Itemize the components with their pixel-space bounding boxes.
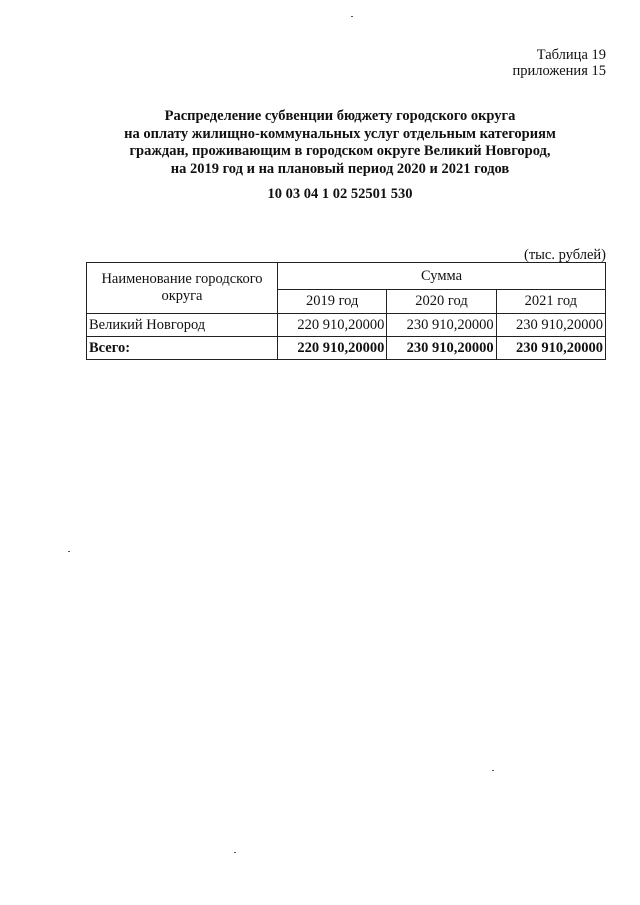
title-line-1: Распределение субвенции бюджету городского округа [164, 108, 516, 124]
column-header-name: Наименование городского округа [87, 263, 278, 314]
row-value-2019: 220 910,20000 [278, 314, 387, 337]
total-value-2021: 230 910,20000 [496, 337, 605, 360]
title-line-3: граждан, проживающим в городском округе Великий Новгород, [129, 143, 551, 159]
column-header-year-2020: 2020 год [387, 290, 496, 314]
scan-speck [351, 16, 353, 17]
subvention-table [86, 262, 606, 360]
row-name: Великий Новгород [87, 314, 278, 337]
document-title [60, 108, 620, 204]
scan-speck [68, 551, 70, 552]
row-value-2021: 230 910,20000 [496, 314, 605, 337]
table-total-row [87, 337, 606, 360]
total-value-2019: 220 910,20000 [278, 337, 387, 360]
scan-speck [492, 770, 494, 771]
table-row [87, 314, 606, 337]
column-header-year-2019: 2019 год [278, 290, 387, 314]
total-label: Всего: [87, 337, 278, 360]
units-label: (тыс. рублей) [524, 247, 606, 263]
column-header-sum: Сумма [278, 263, 606, 290]
column-header-year-2021: 2021 год [496, 290, 605, 314]
total-value-2020: 230 910,20000 [387, 337, 496, 360]
scan-speck [234, 852, 236, 853]
table-number: Таблица 19 [536, 47, 606, 63]
title-line-2: на оплату жилищно-коммунальных услуг отдельным категориям [124, 125, 556, 142]
title-line-4: на 2019 год и на плановый период 2020 и 2021 годов [170, 160, 510, 177]
row-value-2020: 230 910,20000 [387, 314, 496, 337]
table-header-row [87, 263, 606, 290]
appendix-number: приложения 15 [512, 63, 606, 79]
budget-classification-code: 10 03 04 1 02 52501 530 [267, 186, 413, 202]
table-reference [513, 47, 606, 79]
